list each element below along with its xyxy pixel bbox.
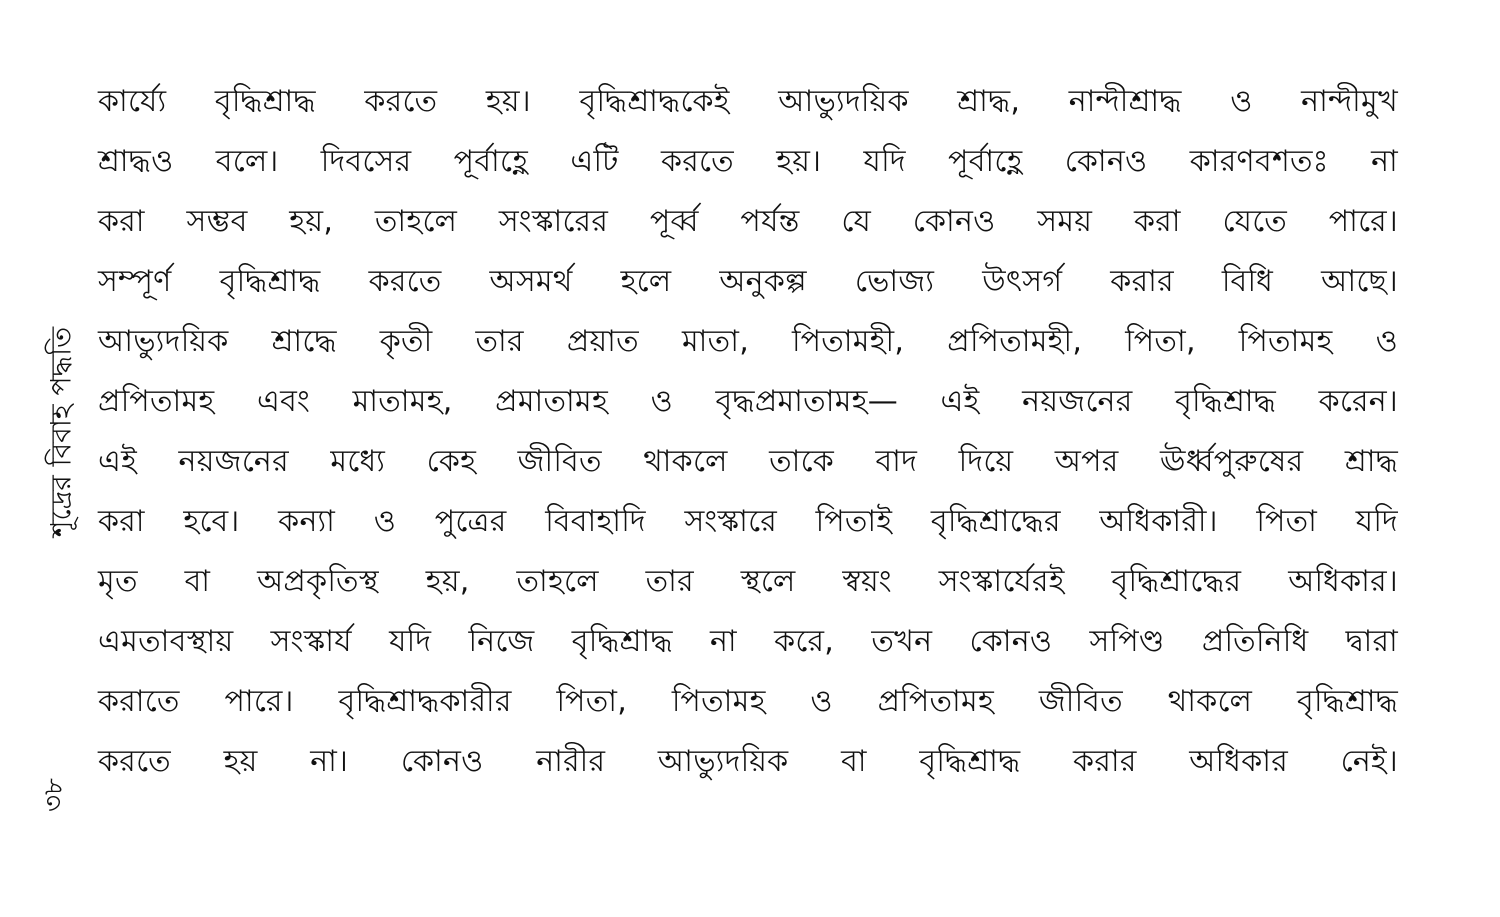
- text-line: আভ্যুদয়িক শ্রাদ্ধে কৃতী তার প্রয়াত মাতা, পিতামহী, প্রপিতামহী, পিতা, পিতামহ ও: [98, 324, 1398, 359]
- text-line: কার্য্যে বৃদ্ধিশ্রাদ্ধ করতে হয়। বৃদ্ধিশ্রাদ্ধকেই আভ্যুদয়িক শ্রাদ্ধ, নান্দীশ্রাদ্ধ ও নান্দীমুখ: [98, 84, 1398, 119]
- text-line: করতে হয় না। কোনও নারীর আভ্যুদয়িক বা বৃদ্ধিশ্রাদ্ধ করার অধিকার নেই।: [98, 744, 1398, 779]
- text-line: এমতাবস্থায় সংস্কার্য যদি নিজে বৃদ্ধিশ্রাদ্ধ না করে, তখন কোনও সপিণ্ড প্রতিনিধি দ্বারা: [98, 624, 1398, 659]
- running-header: [18, 262, 108, 602]
- text-line: এই নয়জনের মধ্যে কেহ জীবিত থাকলে তাকে বাদ দিয়ে অপর ঊর্ধ্বপুরুষের শ্রাদ্ধ: [98, 444, 1398, 479]
- text-line: করাতে পারে। বৃদ্ধিশ্রাদ্ধকারীর পিতা, পিতামহ ও প্রপিতামহ জীবিত থাকলে বৃদ্ধিশ্রাদ্ধ: [98, 684, 1398, 719]
- text-line: করা সম্ভব হয়, তাহলে সংস্কারের পূর্ব্ব পর্যন্ত যে কোনও সময় করা যেতে পারে।: [98, 204, 1398, 239]
- page-number-text: ৩৮: [39, 778, 69, 812]
- text-line: মৃত বা অপ্রকৃতিস্থ হয়, তাহলে তার স্থলে স্বয়ং সংস্কার্যেরই বৃদ্ধিশ্রাদ্ধের অধিকার।: [98, 564, 1398, 599]
- page-number: [30, 765, 80, 825]
- text-line: সম্পূর্ণ বৃদ্ধিশ্রাদ্ধ করতে অসমর্থ হলে অনুকল্প ভোজ্য উৎসর্গ করার বিধি আছে।: [98, 264, 1398, 299]
- text-line: করা হবে। কন্যা ও পুত্রের বিবাহাদি সংস্কারে পিতাই বৃদ্ধিশ্রাদ্ধের অধিকারী। পিতা যদি: [98, 504, 1398, 539]
- text-line: প্রপিতামহ এবং মাতামহ, প্রমাতামহ ও বৃদ্ধপ্রমাতামহ— এই নয়জনের বৃদ্ধিশ্রাদ্ধ করেন।: [98, 384, 1398, 419]
- running-header-text: শূদ্রের বিবাহ পদ্ধতি: [44, 326, 78, 538]
- text-line: শ্রাদ্ধও বলে। দিবসের পূর্বাহ্ণে এটি করতে হয়। যদি পূর্বাহ্ণে কোনও কারণবশতঃ না: [98, 144, 1398, 179]
- body-paragraph: [98, 72, 1398, 792]
